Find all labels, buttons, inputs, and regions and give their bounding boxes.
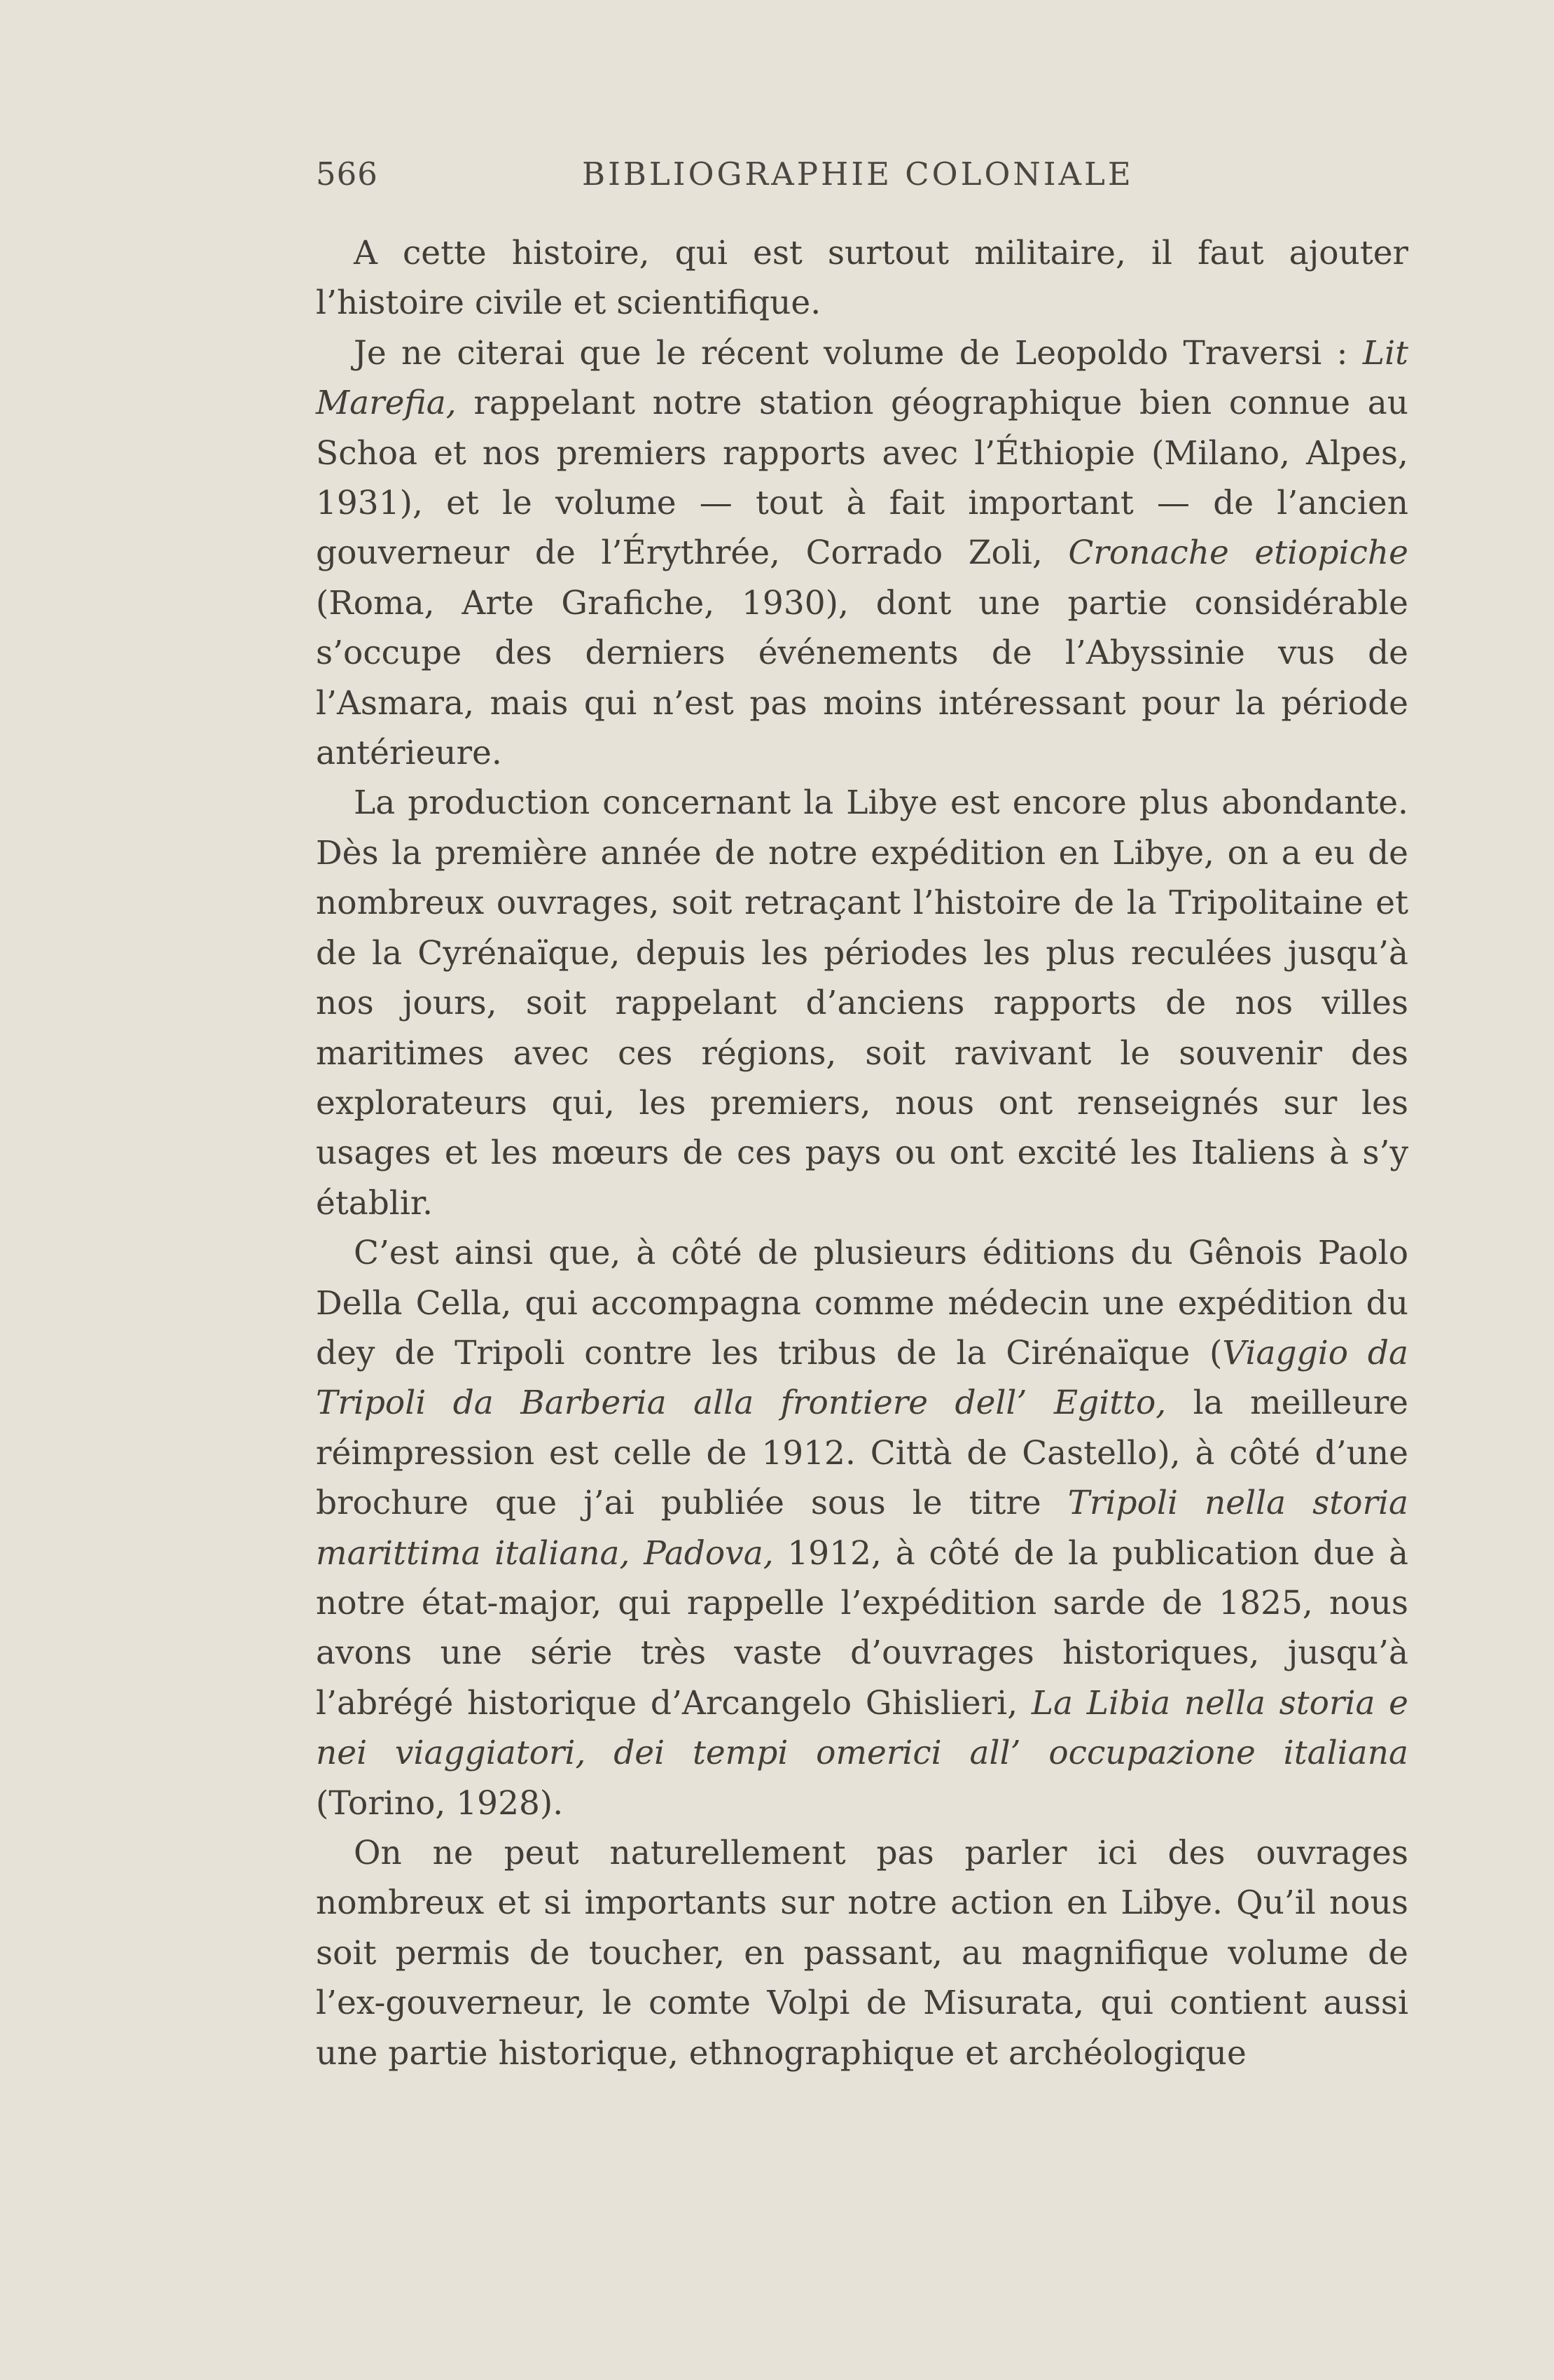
text-run: rappelant notre station géographique bien connue au Schoa et nos premiers rapports avec l’Éthiopie (Milano, Alpes, 1931), et le volume — tout à fait important — de l’ancien gouverneur de l’Érythrée, Corrado Zoli, bbox=[316, 384, 1408, 573]
running-title: BIBLIOGRAPHIE COLONIALE bbox=[582, 155, 1134, 193]
text-run: (Roma, Arte Grafiche, 1930), dont une partie considérable s’occupe des derniers événements de l’Abyssinie vus de l’Asmara, mais qui n’est pas moins intéressant pour la période antérieure. bbox=[316, 583, 1408, 773]
italic-title: Tripoli nella storia marittima italiana, Padova, bbox=[316, 1484, 1408, 1573]
text-run: La production concernant la Libye est encore plus abondante. Dès la première année de notre expédition en Libye, on a eu de nombreux ouvrages, soit retraçant l’histoire de la Tripolitaine et de la Cyrénaïque, depuis les périodes les plus reculées jusqu’à nos jours, soit rappelant d’anciens rapports de nos villes maritimes avec ces régions, soit ravivant le souvenir des explorateurs qui, les premiers, nous ont renseignés sur les usages et les mœurs de ces pays ou ont excité les Italiens à s’y établir. bbox=[316, 784, 1408, 1223]
italic-title: Viaggio da Tripoli da Barberia alla frontiere dell’ Egitto, bbox=[316, 1333, 1408, 1423]
text-run: 1912, à côté de la publication due à notre état-major, qui rappelle l’expédition sarde de 1825, nous avons une série très vaste d’ouvrages historiques, jusqu’à l’abrégé historique d’Arcangelo Ghislieri, bbox=[316, 1533, 1408, 1723]
body-text bbox=[316, 228, 1408, 2078]
paragraph bbox=[316, 1228, 1408, 1828]
text-run: A cette histoire, qui est surtout militaire, il faut ajouter l’histoire civile et scientifique. bbox=[316, 234, 1408, 323]
text-run: Je ne citerai que le récent volume de Leopoldo Traversi : bbox=[354, 333, 1363, 373]
paragraph bbox=[316, 778, 1408, 1228]
paragraph bbox=[316, 1828, 1408, 2078]
page-number: 566 bbox=[316, 155, 378, 193]
italic-title: La Libia nella storia e nei viaggiatori, dei tempi omerici all’ occupazione italiana bbox=[316, 1683, 1409, 1773]
text-run: C’est ainsi que, à côté de plusieurs éditions du Gênois Paolo Della Cella, qui accompagna comme médecin une expédition du dey de Tripoli contre les tribus de la Cirénaïque ( bbox=[316, 1234, 1408, 1372]
italic-title: Lit Marefia, bbox=[316, 333, 1408, 423]
italic-title: Cronache etiopiche bbox=[1068, 534, 1408, 573]
text-run: (Torino, 1928). bbox=[316, 1783, 564, 1823]
paragraph bbox=[316, 228, 1408, 328]
paragraph bbox=[316, 328, 1408, 779]
text-run: On ne peut naturellement pas parler ici des ouvrages nombreux et si importants sur notre action en Libye. Qu’il nous soit permis de toucher, en passant, au magnifique volume de l’ex-gouverneur, le comte Volpi de Misurata, qui contient aussi une partie historique, ethnographique et archéologique bbox=[316, 1834, 1408, 2073]
text-run: la meilleure réimpression est celle de 1912. Città de Castello), à côté d’une brochure que j’ai publiée sous le titre bbox=[316, 1384, 1408, 1523]
page-header bbox=[316, 155, 1408, 197]
